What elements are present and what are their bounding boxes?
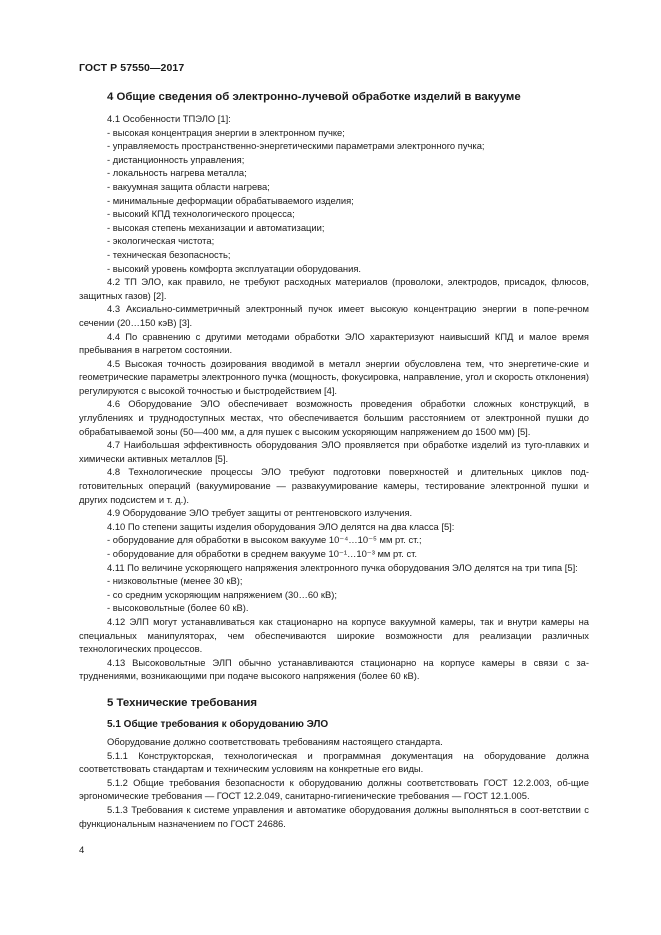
- list-item: - дистанционность управления;: [107, 153, 245, 165]
- section-5-1-heading: 5.1 Общие требования к оборудованию ЭЛО: [107, 718, 329, 730]
- paragraph-4-9: 4.9 Оборудование ЭЛО требует защиты от рентгеновского излучения.: [107, 507, 413, 519]
- list-item: - со средним ускоряющим напряжением (30…60 кВ);: [107, 588, 337, 600]
- list-item: - низковольтные (менее 30 кВ);: [107, 575, 243, 587]
- list-item: - экологическая чистота;: [107, 235, 215, 247]
- list-item: - техническая безопасность;: [107, 248, 231, 260]
- paragraph-5-1-1: 5.1.1 Конструкторская, технологическая и программная документация на оборудование должна соответствовать стандартам и техническим условиям на конкретные его виды.: [79, 749, 589, 775]
- list-item: - оборудование для обработки в высоком вакууме 10⁻⁴…10⁻⁵ мм рт. ст.;: [107, 534, 422, 546]
- paragraph-4-8: 4.8 Технологические процессы ЭЛО требуют подготовки поверхностей и длительных циклов под-готовительных операций (вакуумирование — развакуумирование камеры, тестирование электронной пушки и других подсистем и т. д.).: [79, 466, 589, 505]
- paragraph-5-1-3: 5.1.3 Требования к системе управления и автоматике оборудования должны выполняться в соот-ветствии с функциональным назначением по ГОСТ 24686.: [79, 803, 589, 829]
- list-item: - высокая концентрация энергии в электронном пучке;: [107, 126, 345, 138]
- paragraph-4-6: 4.6 Оборудование ЭЛО обеспечивает возможность проведения обработки сложных конструкций, в углублениях и труднодоступных местах, что обеспечивается большим расстоянием от электронной пушки до обрабатываемой зоны (50—400 мм, а для пушек с высоким ускоряющим напряжением до 1500 мм) [5].: [79, 398, 589, 437]
- paragraph-5-1-2: 5.1.2 Общие требования безопасности к оборудованию должны соответствовать ГОСТ 12.2.003, об-щие эргономические требования — ГОСТ 12.2.049, санитарно-гигиенические требования — ГОСТ 12.1.005.: [79, 776, 589, 802]
- paragraph-4-7: 4.7 Наибольшая эффективность оборудования ЭЛО проявляется при обработке изделий из туго-плавких и химически активных металлов [5].: [79, 439, 589, 464]
- list-item: - вакуумная защита области нагрева;: [107, 180, 270, 192]
- paragraph-5-1-intro: Оборудование должно соответствовать требованиям настоящего стандарта.: [107, 735, 443, 747]
- list-item: - оборудование для обработки в среднем вакууме 10⁻¹…10⁻³ мм рт. ст.: [107, 548, 417, 559]
- paragraph-4-5: 4.5 Высокая точность дозирования вводимой в металл энергии обусловлена тем, что энергетиче-ские и геометрические параметры электронного пучка (мощность, фокусировка, направление, угол и скорость отклонения) регулируются с высокой точностью и быстродействием [4].: [79, 357, 589, 396]
- page-number: 4: [79, 845, 85, 856]
- list-item: - высокая степень механизации и автоматизации;: [107, 221, 325, 233]
- document-id-header: ГОСТ Р 57550—2017: [79, 62, 185, 74]
- list-item: - локальность нагрева металла;: [107, 167, 247, 179]
- paragraph-4-1: 4.1 Особенности ТПЭЛО [1]:: [107, 113, 231, 124]
- list-item: - управляемость пространственно-энергетическими параметрами электронного пучка;: [107, 140, 485, 152]
- paragraph-4-10: 4.10 По степени защиты изделия оборудования ЭЛО делятся на два класса [5]:: [107, 520, 455, 532]
- paragraph-4-11: 4.11 По величине ускоряющего напряжения электронного пучка оборудования ЭЛО делятся на три типа [5]:: [107, 561, 578, 573]
- section-4-heading: 4 Общие сведения об электронно-лучевой обработке изделий в вакууме: [107, 91, 521, 103]
- list-item: - высоковольтные (более 60 кВ).: [107, 602, 249, 614]
- section-5-heading: 5 Технические требования: [107, 696, 258, 709]
- paragraph-4-3: 4.3 Аксиально-симметричный электронный пучок имеет высокую концентрацию энергии в попе-речном сечении (20…150 кэВ) [3].: [79, 303, 589, 328]
- list-item: - минимальные деформации обрабатываемого изделия;: [107, 194, 354, 206]
- paragraph-4-13: 4.13 Высоковольтные ЭЛП обычно устанавливаются стационарно на корпусе камеры в связи с за-труднениями, возникающими при подаче высокого напряжения (более 60 кВ).: [79, 656, 589, 682]
- paragraph-4-12: 4.12 ЭЛП могут устанавливаться как стационарно на корпусе вакуумной камеры, так и внутри камеры на специальных манипуляторах, чем обеспечиваются широкие возможности для реализации различных технологических процессов.: [79, 615, 589, 655]
- paragraph-4-4: 4.4 По сравнению с другими методами обработки ЭЛО характеризуют наивысший КПД и малое время пребывания в нагретом состоянии.: [79, 330, 589, 356]
- list-item: - высокий КПД технологического процесса;: [107, 208, 295, 220]
- paragraph-4-2: 4.2 ТП ЭЛО, как правило, не требуют расходных материалов (проволоки, электродов, присадок, флюсов, защитных газов) [2].: [79, 276, 589, 301]
- document-body: [79, 89, 589, 830]
- list-item: - высокий уровень комфорта эксплуатации оборудования.: [107, 262, 362, 274]
